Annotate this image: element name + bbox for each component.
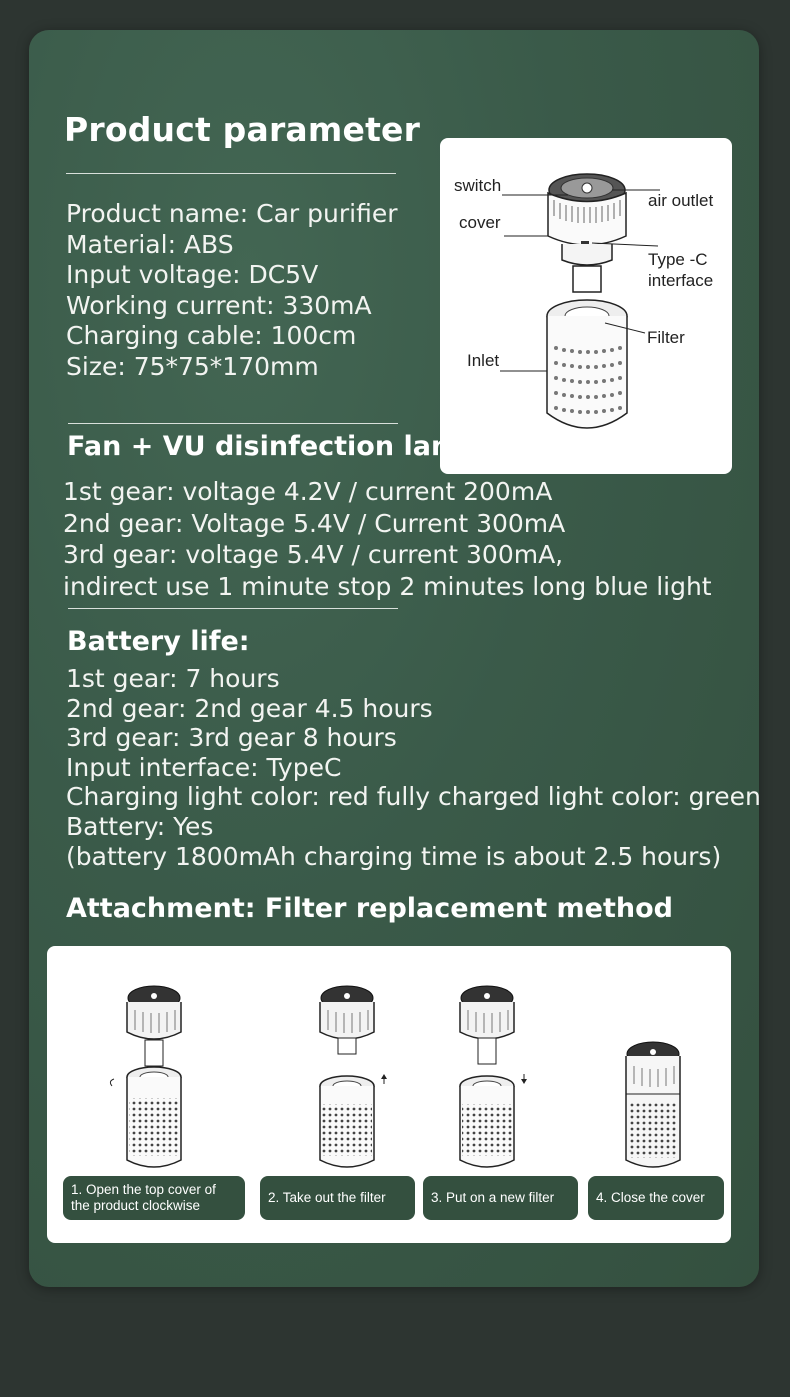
label-cover: cover — [459, 213, 501, 232]
step-2-illustration — [309, 980, 399, 1175]
param-line: Product name: Car purifier — [66, 199, 398, 228]
label-inlet: Inlet — [467, 351, 500, 370]
gear-line: 1st gear: voltage 4.2V / current 200mA — [63, 477, 553, 506]
parameter-list — [66, 199, 397, 382]
attachment-heading: Attachment: Filter replacement method — [66, 893, 673, 924]
step-3-illustration — [447, 980, 537, 1175]
divider — [68, 608, 398, 609]
step-2-label: 2. Take out the filter — [260, 1176, 415, 1220]
divider — [68, 423, 398, 424]
param-line: Charging cable: 100cm — [66, 321, 357, 350]
battery-list — [66, 664, 761, 871]
product-diagram — [440, 138, 732, 474]
label-interface: interface — [648, 271, 714, 290]
fan-heading: Fan + VU disinfection lamp: — [67, 431, 490, 462]
gear-list — [63, 476, 712, 602]
page-title: Product parameter — [64, 110, 421, 149]
label-filter: Filter — [647, 328, 685, 347]
battery-line: 3rd gear: 3rd gear 8 hours — [66, 723, 397, 753]
battery-line: Input interface: TypeC — [66, 752, 342, 782]
divider — [66, 173, 396, 174]
gear-line: indirect use 1 minute stop 2 minutes long blue light — [63, 571, 712, 601]
battery-line: 1st gear: 7 hours — [66, 664, 280, 693]
step-4-illustration — [617, 1036, 687, 1176]
battery-heading: Battery life: — [67, 626, 250, 657]
gear-line: 3rd gear: voltage 5.4V / current 300mA, — [63, 540, 564, 569]
param-line: Size: 75*75*170mm — [66, 351, 319, 381]
gear-line: 2nd gear: Voltage 5.4V / Current 300mA — [63, 508, 566, 538]
label-switch: switch — [454, 176, 502, 195]
battery-line: Charging light color: red fully charged light color: green — [66, 782, 761, 812]
step-4-label: 4. Close the cover — [588, 1176, 724, 1220]
param-line: Material: ABS — [66, 229, 234, 259]
battery-line: 2nd gear: 2nd gear 4.5 hours — [66, 693, 433, 723]
label-type-c: Type -C — [648, 250, 708, 269]
step-3-label: 3. Put on a new filter — [423, 1176, 578, 1220]
step-1-illustration — [107, 980, 197, 1175]
step-1-label: 1. Open the top cover of the product clockwise — [63, 1176, 245, 1220]
param-line: Input voltage: DC5V — [66, 260, 319, 289]
battery-line: (battery 1800mAh charging time is about 2.5 hours) — [66, 841, 722, 871]
filter-replacement-steps — [47, 946, 731, 1243]
label-air-outlet: air outlet — [648, 191, 714, 210]
battery-line: Battery: Yes — [66, 811, 214, 841]
param-line: Working current: 330mA — [66, 290, 372, 320]
